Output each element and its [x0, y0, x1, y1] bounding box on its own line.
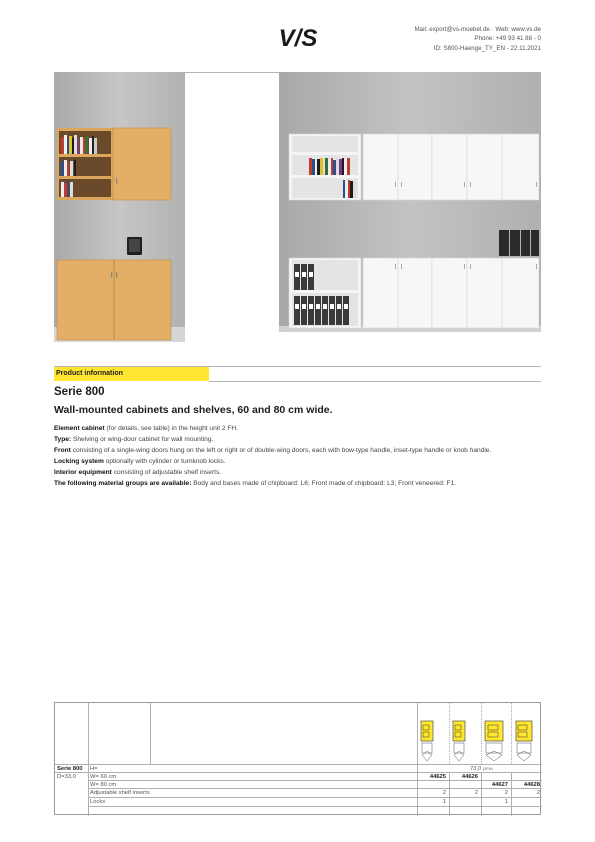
- product-photo-beech: [54, 72, 185, 342]
- desc-materials: The following material groups are available: Body and bases made of chipboard: L6; Front made of chipboard: L3; Front veneered: F1.: [54, 480, 457, 487]
- product-info-badge: Product information: [54, 367, 209, 381]
- product-subtitle: Wall-mounted cabinets and shelves, 60 and 80 cm wide.: [54, 404, 333, 416]
- article-44627: 44627: [491, 782, 508, 788]
- table-shelf-label: Adjustable shelf inserts: [90, 790, 150, 796]
- contact-mail: Mail: export@vs-moebel.de · Web: www.vs.de: [414, 26, 541, 33]
- product-description: [54, 423, 541, 489]
- contact-phone: Phone: +49 93 41 88 - 0: [474, 35, 541, 43]
- desc-front: Front consisting of a single-wing doors hung on the left or right or of double-wing doors, each with bow-type handle, inset-type handle or knob handle.: [54, 447, 492, 454]
- badge-rule: [209, 381, 541, 382]
- desc-locking: Locking system optionally with cylinder or turnknob locks.: [54, 458, 226, 465]
- table-locks-label: Locks: [90, 799, 106, 805]
- locks-44627: 1: [504, 799, 508, 805]
- document-id: ID: S800-Haenge_TY_EN - 22.11.2021: [433, 44, 541, 52]
- contact-block: [414, 25, 541, 53]
- series-title: Serie 800: [54, 386, 105, 398]
- shelves-44627: 2: [504, 790, 508, 796]
- spec-table: [54, 702, 541, 815]
- table-height-value: 73,0 (2FH): [470, 766, 493, 772]
- desc-type: Type: Shelving or wing-door cabinet for wall mounting.: [54, 436, 214, 443]
- table-h-label: H=: [90, 766, 98, 772]
- brand-logo: [273, 25, 323, 51]
- desc-element-cabinet: Element cabinet (for details, see table) in the height unit 2 FH.: [54, 425, 238, 432]
- cabinet-icon-44625: [420, 720, 434, 764]
- table-depth-label: D=33,0: [57, 774, 76, 780]
- product-photo-white: [279, 72, 541, 342]
- desc-interior: Interior equipment consisting of adjustable shelf inserts.: [54, 469, 222, 476]
- shelves-44628: 2: [536, 790, 540, 796]
- shelves-44626: 2: [474, 790, 478, 796]
- table-w60-label: W= 60 cm: [90, 774, 117, 780]
- brand-logo-text: V/S: [278, 25, 318, 51]
- locks-44625: 1: [442, 799, 446, 805]
- shelves-44625: 2: [442, 790, 446, 796]
- table-series-label: Serie 800: [57, 766, 83, 772]
- cabinet-icon-44626: [452, 720, 466, 764]
- article-44628: 44628: [523, 782, 540, 788]
- article-44626: 44626: [461, 774, 478, 780]
- article-44625: 44625: [429, 774, 446, 780]
- cabinet-icon-44628: [515, 720, 533, 764]
- cabinet-icon-44627: [484, 720, 504, 764]
- table-w80-label: W= 80 cm: [90, 782, 117, 788]
